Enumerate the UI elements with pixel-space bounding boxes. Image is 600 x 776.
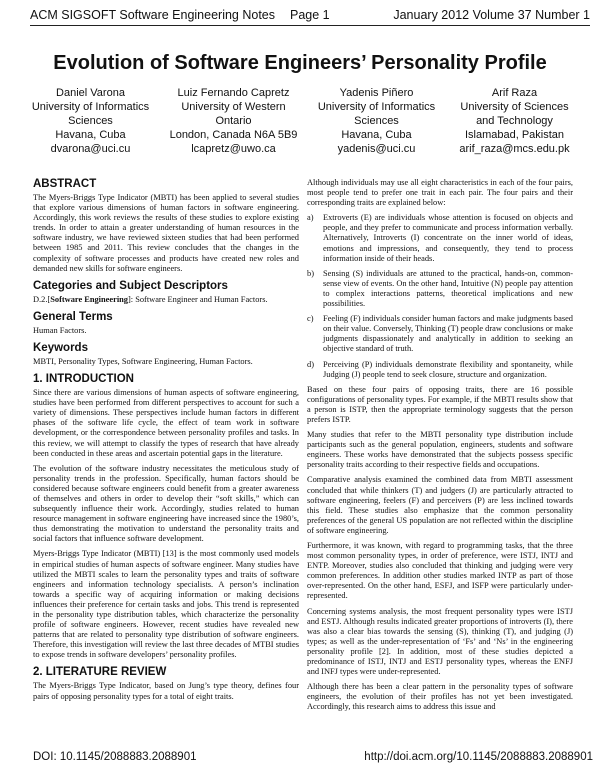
author-location: Islamabad, Pakistan	[464, 129, 565, 141]
abstract-heading: ABSTRACT	[33, 178, 97, 190]
author-email[interactable]: lcapretz@uwo.ca	[191, 143, 276, 155]
paragraph: The evolution of the software industry necessitates the meticulous study of personality trends in the profession. Specifically, human factors should be considered because software engineers could benefit from a greater awareness of themselves and others in order to develop their “soft skills,” which can subsequently influence their work. Accordingly, studies related to human resource management in software engineering have increased since the 1980’s, thus demonstrating the motivation to understand the personality traits and social factors that influence software development.	[33, 463, 299, 544]
author-3	[304, 86, 449, 156]
page-number: Page 1	[290, 8, 330, 22]
list-item-text: Perceiving (P) individuals demonstrate flexibility and spontaneity, while Judging (J) people tend to seek closure, structure and organization.	[323, 359, 573, 379]
author-name: Luiz Fernando Capretz	[177, 87, 290, 99]
paragraph: Although there has been a clear pattern in the personality types of software engineers, the evolution of their profiles has not yet been investigated. Accordingly, this research aims to address this issue and	[307, 682, 573, 712]
list-item-text: Extroverts (E) are individuals whose attention is focused on objects and people, and they prefer to communicate and process information verbally. Alternatively, Introverts (I) concentrate on the inner world of ideas, emotions and impressions, and consequently, they tend to process information inside of their heads.	[323, 213, 573, 263]
paragraph: Comparative analysis examined the combined data from MBTI assessment concluded that while thinkers (T) and judgers (J) are particularly attracted to software engineering, feelers (F) and perceivers (P) are less inclined towards this field. These studies also emphasize that the common personality preferences of the general US population are not reflected within the discipline of software engineering.	[307, 475, 573, 535]
introduction-heading: 1. INTRODUCTION	[33, 373, 134, 386]
list-item	[307, 360, 573, 380]
list-item-label: d)	[307, 359, 314, 369]
author-email[interactable]: dvarona@uci.cu	[50, 143, 131, 155]
author-email[interactable]: yadenis@uci.cu	[337, 143, 416, 155]
list-item	[307, 213, 573, 263]
author-location: Havana, Cuba	[341, 129, 412, 141]
doi-link[interactable]: http://doi.acm.org/10.1145/2088883.2088901	[364, 751, 593, 763]
paper-title: Evolution of Software Engineers’ Personality Profile	[53, 52, 547, 74]
author-name: Yadenis Piñero	[339, 87, 414, 99]
list-item	[307, 269, 573, 309]
author-location: London, Canada N6A 5B9	[169, 129, 298, 141]
list-item-label: a)	[307, 213, 314, 223]
author-affiliation: Sciences	[68, 115, 113, 127]
categories-bold: Software Engineering	[50, 294, 128, 304]
running-header	[30, 4, 590, 26]
categories-suffix: ]: Software Engineer and Human Factors.	[128, 294, 268, 304]
issue-info: January 2012 Volume 37 Number 1	[393, 8, 590, 22]
paragraph: The Myers-Briggs Type Indicator, based on Jung’s type theory, defines four pairs of opposing personality types for a total of eight traits.	[33, 681, 299, 701]
paragraph: Many studies that refer to the MBTI personality type distribution include participants such as the general population, engineers, students and software engineers. These works have demonstrated that the subjects possess specific personality traits according to their respective fields and occupations.	[307, 430, 573, 470]
author-name: Daniel Varona	[56, 87, 125, 99]
author-affiliation: University of Sciences	[460, 101, 569, 113]
page-footer	[33, 751, 593, 767]
author-affiliation: University of Western	[181, 101, 286, 113]
right-column	[307, 178, 573, 718]
author-affiliation: University of Informatics	[31, 101, 150, 113]
author-affiliation: University of Informatics	[317, 101, 436, 113]
author-1	[18, 86, 163, 156]
categories-text	[33, 295, 299, 305]
general-terms-heading: General Terms	[33, 310, 113, 323]
paragraph: Since there are various dimensions of human aspects of software engineering, studies have been performed from different perspectives to account for such a variety of dimensions. These perspectives include human factors in different phases of the software life cycle, the effect of team work in software development, or the correspondence between personality profiles and tasks. In this review, we will attempt to classify the types of research that have already been conducted in these areas and ascertain potential gaps in the literature.	[33, 388, 299, 458]
list-item-label: b)	[307, 268, 314, 278]
author-affiliation: and Technology	[476, 115, 553, 127]
literature-review-heading: 2. LITERATURE REVIEW	[33, 666, 167, 679]
abstract-text: The Myers-Briggs Type Indicator (MBTI) has been applied to several studies that explore various dimensions of human factors in software engineering. Accordingly, this work reviews the results of these studies to explore existing trends. In order to attain a greater understanding of human resources in the software industry, we have reviewed sixteen studies that had been performed between 1985 and 2011. This review concludes that the changes in the complexity of software processes and products have created new roles and demanded new skills for software engineers.	[33, 193, 299, 273]
paragraph: Concerning systems analysis, the most frequent personality types were ISTJ and ESTJ. Although results indicated greater proportions of introverts (I), there was also a clear bias towards the sensing (S), thinking (T), and judging (J) types; as well as the under-representation of ‘Fs’ and ‘Ns’ in the engineering personality profile [2]. In addition, most of these studies depicted a predominance of ISTJ, INTJ and ESTJ personality types, whereas the ENFJ and INFJ types were under-represented.	[307, 606, 573, 677]
paragraph: Although individuals may use all eight characteristics in each of the four pairs, most people tend to prefer one trait in each pair. The four pairs and their corresponding traits are explained below:	[307, 178, 573, 208]
author-2	[161, 86, 306, 156]
author-name: Arif Raza	[491, 87, 538, 99]
doi-text: DOI: 10.1145/2088883.2088901	[33, 751, 197, 763]
list-item-label: c)	[307, 314, 314, 324]
paragraph: Furthermore, it was known, with regard to programming tasks, that the three most common personality types, in order of preference, were ISTJ, INTJ and ENTP. Moreover, studies also concluded that thinking and judging were very common preferences. In addition other studies marked INTP as part of those over-represented. On the other hand, ESFJ, and ISFP were particularly under-represented.	[307, 541, 573, 601]
paragraph: Based on these four pairs of opposing traits, there are 16 possible configurations of personality types. For example, if the MBTI results show that a person is ISTP, then the appropriate terminology suggests that the person prefers ISTP.	[307, 384, 573, 424]
categories-prefix: D.2.[	[33, 294, 51, 304]
author-4	[442, 86, 587, 156]
header-rule	[30, 25, 590, 26]
categories-heading: Categories and Subject Descriptors	[33, 279, 228, 292]
author-affiliation: Ontario	[215, 115, 252, 127]
author-email[interactable]: arif_raza@mcs.edu.pk	[459, 143, 570, 155]
list-item-text: Sensing (S) individuals are attuned to the practical, hands-on, common-sense view of events. On the other hand, Intuitive (N) people pay attention to complex interactions patterns, theoretical implications and new possibilities.	[323, 268, 573, 309]
trait-list	[307, 213, 573, 379]
keywords-heading: Keywords	[33, 341, 88, 354]
author-affiliation: Sciences	[354, 115, 399, 127]
journal-name: ACM SIGSOFT Software Engineering Notes	[30, 8, 276, 22]
list-item-text: Feeling (F) individuals consider human factors and make judgments based on their value. Conversely, Thinking (T) people draw conclusions or make judgments dispassionately and analytically in addition to seeking an objective standard of truth.	[323, 314, 573, 354]
left-column	[33, 178, 299, 707]
paragraph: Myers-Briggs Type Indicator (MBTI) [13] is the most commonly used models in empirical studies of human aspects of software engineer. Many studies have utilized the MBTI scales to learn the personality types and traits of software engineers and information technology specialists. A person’s inclination towards a specific way of acquiring information or making decisions influences their preference for certain tasks and jobs. This trend is represented in the personality type distribution tables, which characterize the personality profile of software engineers. However, recent studies have revealed new patterns that are related to personality type distribution of software engineers. Therefore, this investigation will review the last three decades of MTBI studies to expose trends in software developers’ personality profiles.	[33, 549, 299, 660]
author-block	[18, 86, 588, 166]
list-item	[307, 314, 573, 354]
general-terms-text: Human Factors.	[33, 325, 87, 335]
keywords-text: MBTI, Personality Types, Software Engineering, Human Factors.	[33, 356, 253, 366]
author-location: Havana, Cuba	[55, 129, 126, 141]
